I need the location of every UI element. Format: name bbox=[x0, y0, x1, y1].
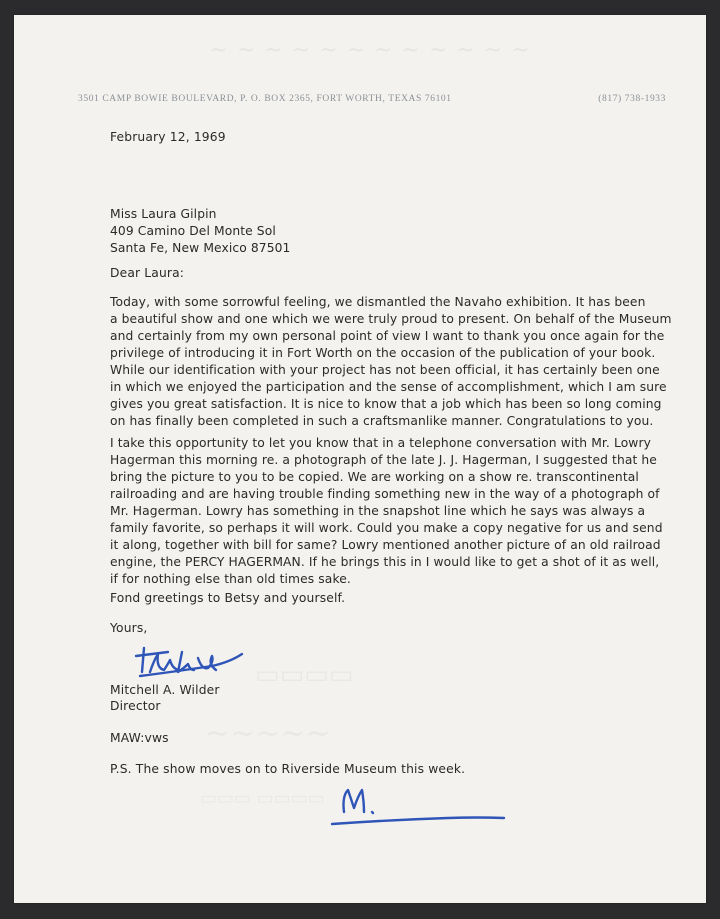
body-line: I take this opportunity to let you know that in a telephone conversation with Mr. Lowry bbox=[110, 436, 652, 450]
body-line: privilege of introducing it in Fort Worth on the occasion of the publication of your book. bbox=[110, 346, 656, 360]
body-line: gives you great satisfaction. It is nice to know that a job which has been so long coming bbox=[110, 397, 662, 411]
closing: Yours, bbox=[110, 621, 148, 635]
body-paragraph-1 bbox=[110, 294, 670, 430]
body-line: it along, together with bill for same? Lowry mentioned another picture of an old railroad bbox=[110, 538, 661, 552]
body-line: bring the picture to you to be copied. We are working on a show re. transcontinental bbox=[110, 470, 639, 484]
body-line: Hagerman this morning re. a photograph of the late J. J. Hagerman, I suggested that he bbox=[110, 453, 657, 467]
signer-title: Director bbox=[110, 699, 161, 713]
body-line: a beautiful show and one which we were truly proud to present. On behalf of the Museum bbox=[110, 312, 672, 326]
body-line: While our identification with your project has not been official, it has certainly been one bbox=[110, 363, 660, 377]
signer-name: Mitchell A. Wilder bbox=[110, 683, 220, 697]
recipient-address bbox=[110, 206, 670, 257]
handwritten-signature bbox=[132, 642, 250, 682]
bleed-through-mark: ∼∼∼∼∼ bbox=[205, 716, 331, 751]
body-line: if for nothing else than old times sake. bbox=[110, 572, 351, 586]
letterhead bbox=[78, 94, 666, 104]
embossed-letterhead: ~ ~ ~ ~ ~ ~ ~ ~ ~ ~ ~ ~ bbox=[209, 38, 531, 63]
reference-initials: MAW:vws bbox=[110, 731, 169, 745]
recipient-line: 409 Camino Del Monte Sol bbox=[110, 224, 276, 238]
bleed-through-mark: ▭▭▭▭ bbox=[255, 660, 354, 690]
body-line: engine, the PERCY HAGERMAN. If he brings this in I would like to get a shot of it as well, bbox=[110, 555, 660, 569]
recipient-line: Miss Laura Gilpin bbox=[110, 207, 217, 221]
body-line: on has finally been completed in such a craftsmanlike manner. Congratulations to you. bbox=[110, 414, 654, 428]
body-line: and certainly from my own personal point of view I want to thank you once again for the bbox=[110, 329, 665, 343]
bleed-through-mark: ▭▭▭ ▭▭▭▭ bbox=[200, 788, 325, 809]
body-line: family favorite, so perhaps it will work. Could you make a copy negative for us and send bbox=[110, 521, 663, 535]
salutation: Dear Laura: bbox=[110, 266, 185, 280]
recipient-line: Santa Fe, New Mexico 87501 bbox=[110, 241, 291, 255]
body-line: Today, with some sorrowful feeling, we dismantled the Navaho exhibition. It has been bbox=[110, 295, 646, 309]
body-paragraph-3: Fond greetings to Betsy and yourself. bbox=[110, 591, 346, 605]
handwritten-initial bbox=[328, 784, 512, 830]
letter-date: February 12, 1969 bbox=[110, 130, 226, 144]
body-line: in which we enjoyed the participation and the sense of accomplishment, which I am sure bbox=[110, 380, 667, 394]
body-line: railroading and are having trouble finding something new in the way of a photograph of bbox=[110, 487, 660, 501]
letterhead-phone: (817) 738-1933 bbox=[598, 94, 666, 104]
body-line: Mr. Hagerman. Lowry has something in the snapshot line which he says was always a bbox=[110, 504, 646, 518]
postscript: P.S. The show moves on to Riverside Museum this week. bbox=[110, 762, 466, 776]
body-paragraph-2 bbox=[110, 435, 670, 588]
letterhead-address: 3501 CAMP BOWIE BOULEVARD, P. O. BOX 2365, FORT WORTH, TEXAS 76101 bbox=[78, 94, 452, 104]
